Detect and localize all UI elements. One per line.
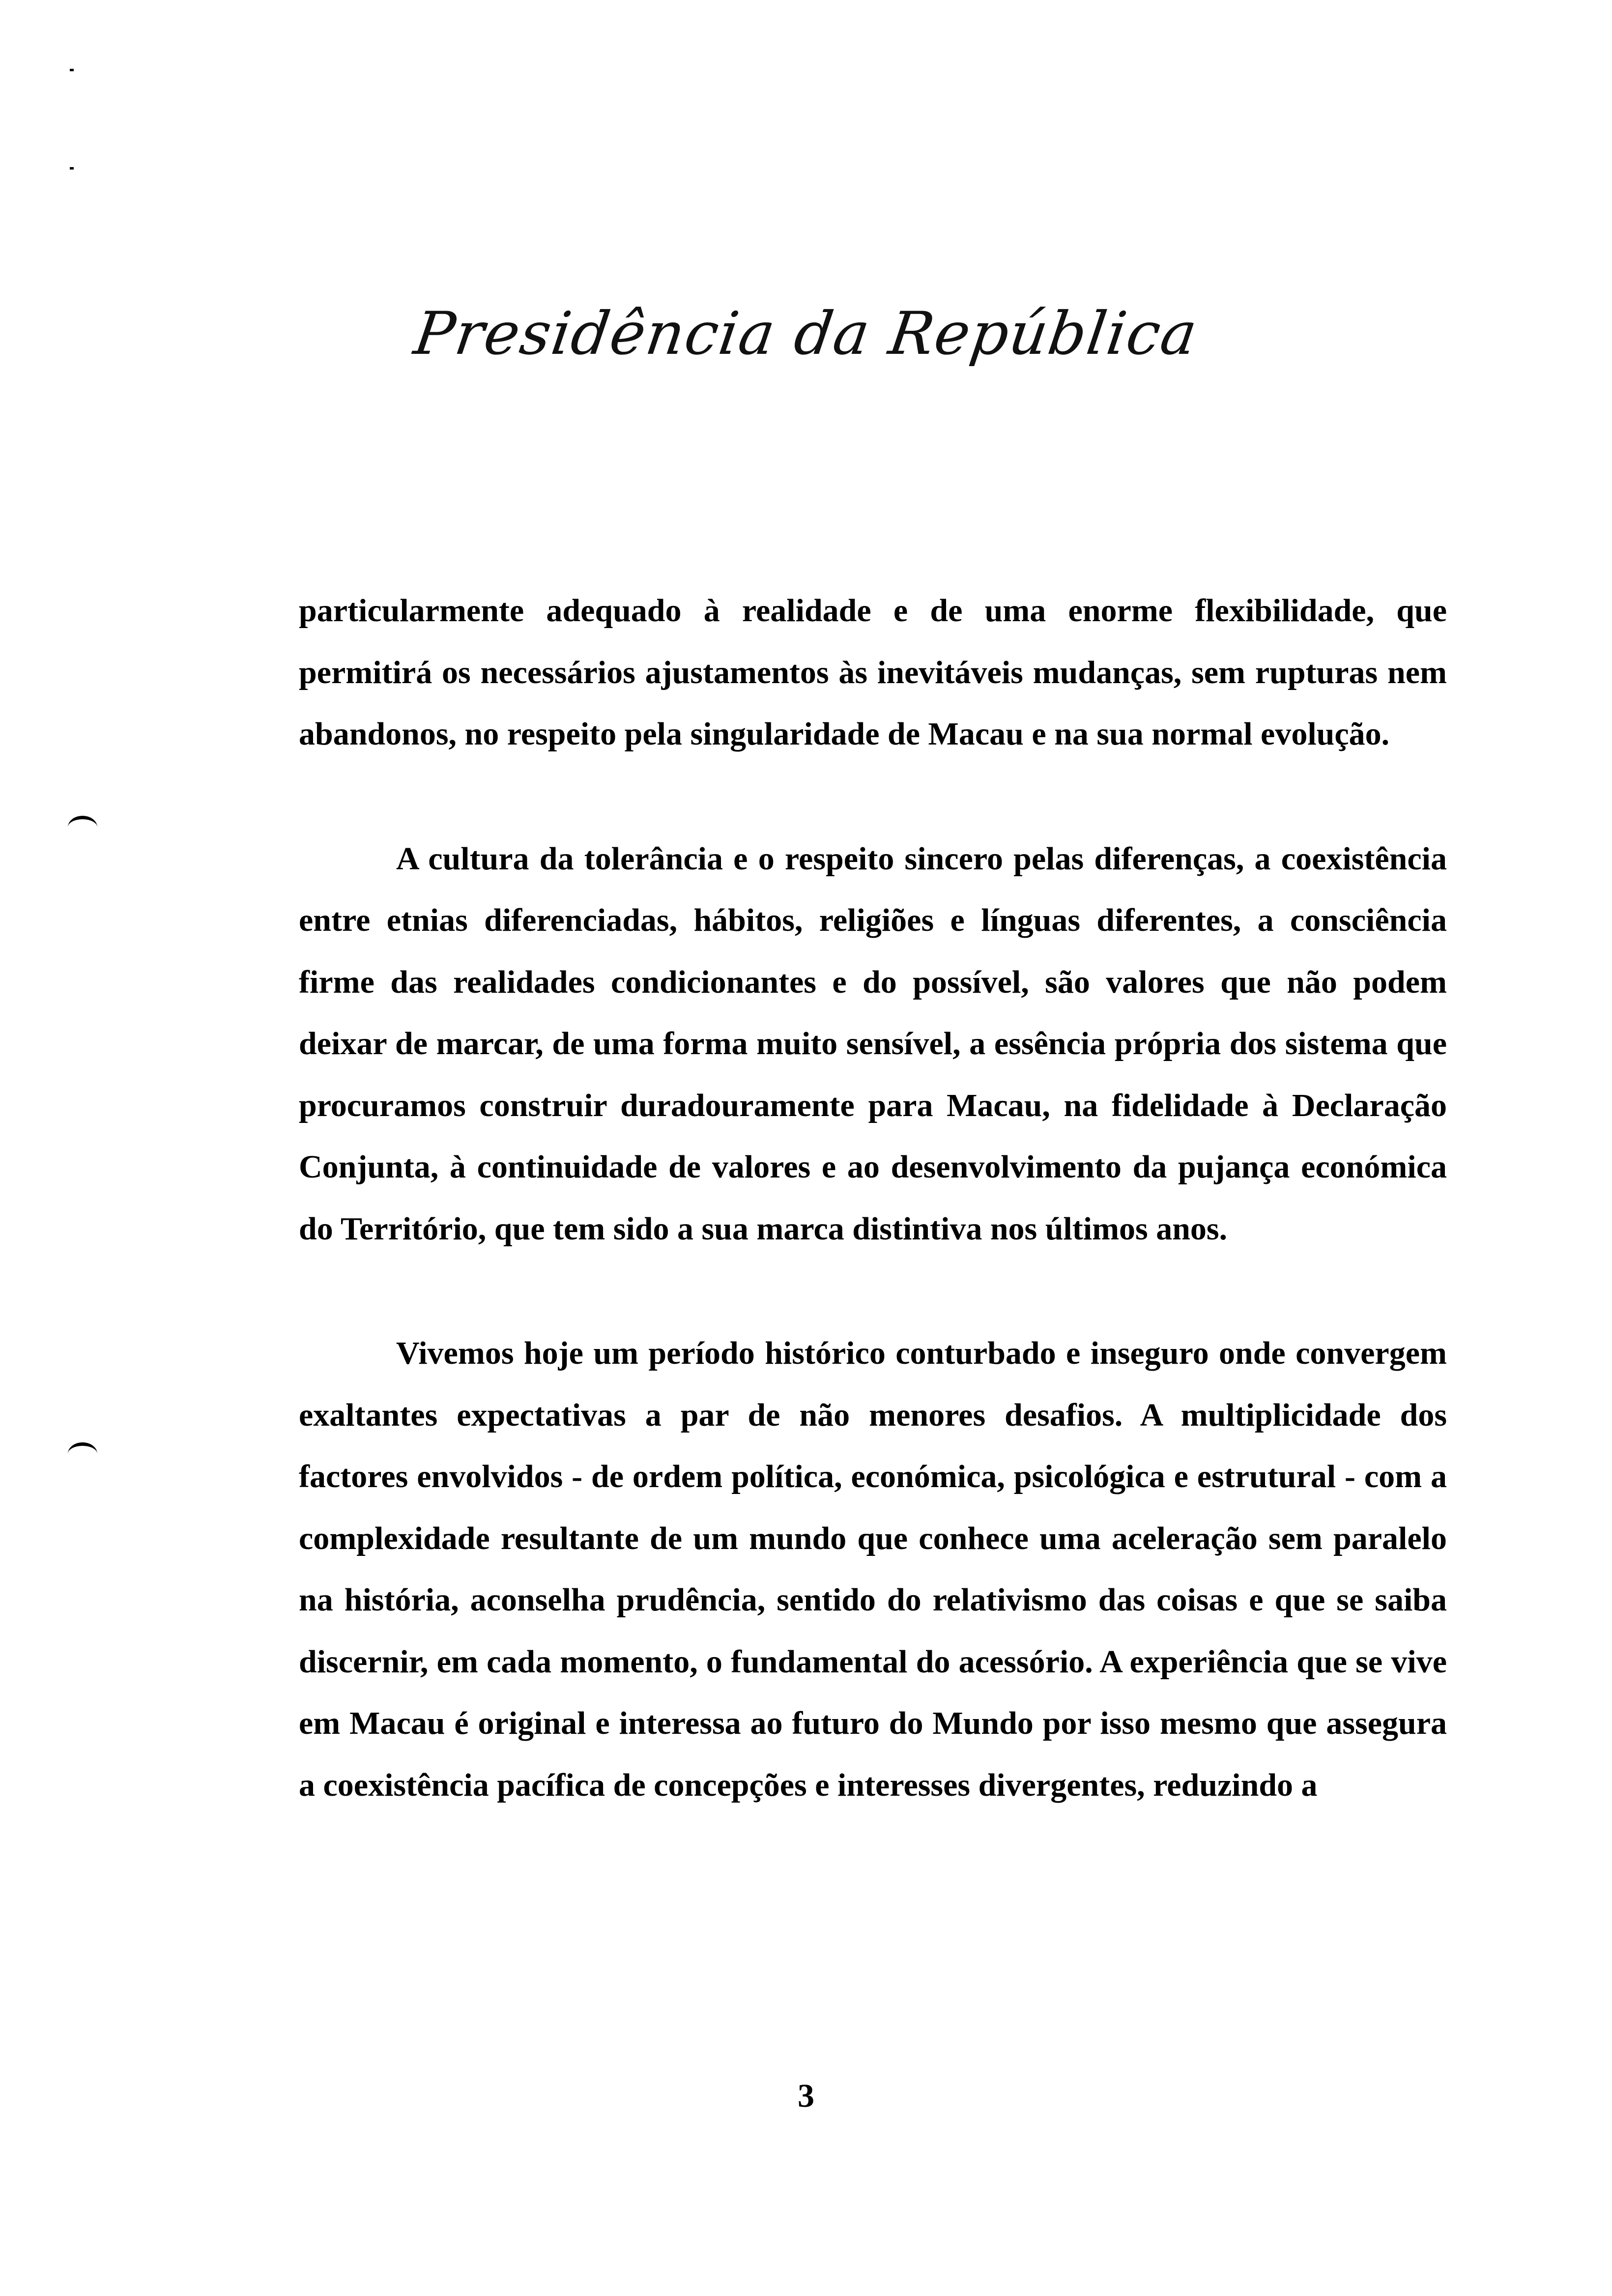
paragraph: A cultura da tolerância e o respeito sincero pelas diferenças, a coexistência entre etnias diferenciadas, hábitos, religiões e línguas diferentes, a consciência firme das realidades condicionantes e do possível, são valores que não podem deixar de marcar, de uma forma muito sensível, a essência própria dos sistema que procuramos construir duradouramente para Macau, na fidelidade à Declaração Conjunta, à continuidade de valores e ao desenvolvimento da pujança económica do Território, que tem sido a sua marca distintiva nos últimos anos. (299, 840, 1447, 1247)
scan-mark (70, 167, 74, 170)
document-body (299, 580, 1447, 1816)
hole-punch-mark (68, 816, 97, 839)
letterhead-title: Presidência da República (410, 300, 1202, 368)
page-number: 3 (798, 2077, 814, 2114)
paragraph: particularmente adequado à realidade e de uma enorme flexibilidade, que permitirá os necessários ajustamentos às inevitáveis mudanças, sem rupturas nem abandonos, no respeito pela singularidade de Macau e na sua normal evolução. (299, 593, 1447, 752)
scan-mark (70, 69, 74, 71)
paragraph: Vivemos hoje um período histórico conturbado e inseguro onde convergem exaltantes expectativas a par de não menores desafios. A multiplicidade dos factores envolvidos - de ordem política, económica, psicológica e estrutural - com a complexidade resultante de um mundo que conhece uma aceleração sem paralelo na história, aconselha prudência, sentido do relativismo das coisas e que se saiba discernir, em cada momento, o fundamental do acessório. A experiência que se vive em Macau é original e interessa ao futuro do Mundo por isso mesmo que assegura a coexistência pacífica de concepções e interesses divergentes, reduzindo a (299, 1335, 1447, 1803)
hole-punch-mark (68, 1442, 97, 1465)
